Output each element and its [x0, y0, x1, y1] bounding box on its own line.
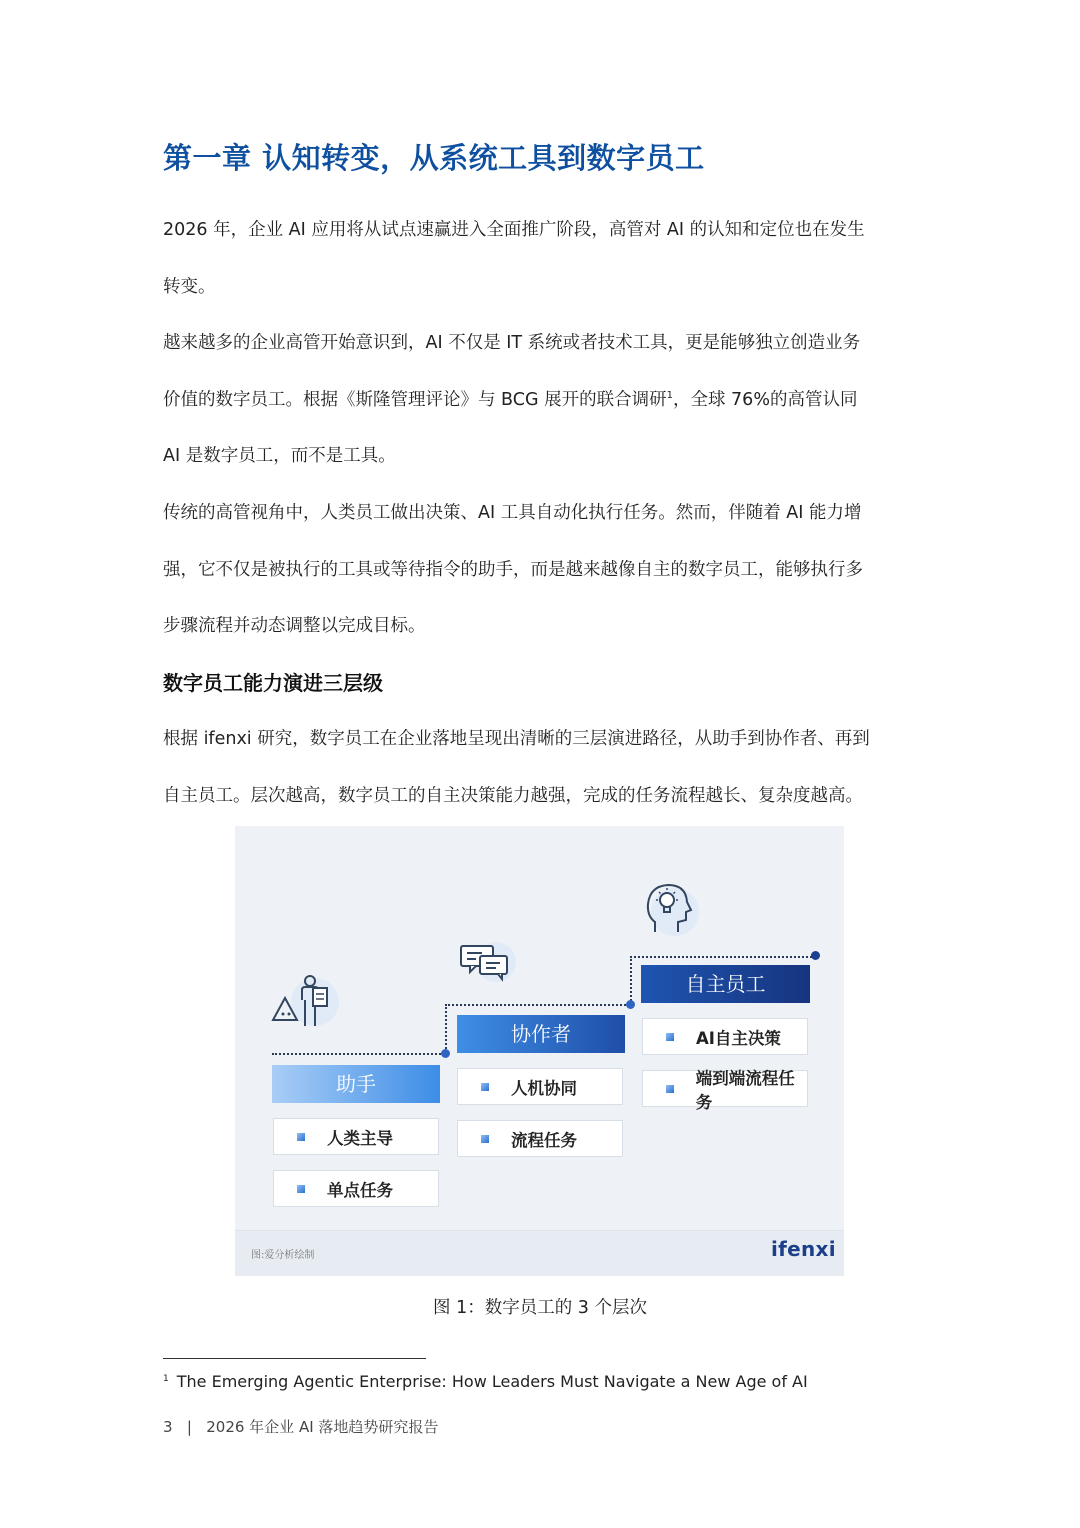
person-with-document-icon — [269, 970, 343, 1036]
level-item-label: 单点任务 — [327, 1180, 393, 1200]
figure-bottom-band — [235, 1230, 844, 1276]
step-node — [441, 1049, 450, 1058]
dotted-step-line — [630, 956, 816, 958]
square-bullet-icon — [666, 1033, 674, 1041]
level-item — [273, 1170, 439, 1207]
level-item-label: 人类主导 — [327, 1128, 393, 1148]
dotted-step-line — [630, 956, 632, 1004]
paragraph-line: 传统的高管视角中，人类员工做出决策、AI 工具自动化执行任务。然而，伴随着 AI 能力增 — [163, 502, 862, 523]
level-item — [457, 1120, 623, 1157]
report-title: 2026 年企业 AI 落地趋势研究报告 — [206, 1418, 439, 1436]
footer-separator: | — [186, 1418, 192, 1436]
figure-source: 图:爱分析绘制 — [251, 1250, 315, 1261]
footnote — [163, 1372, 808, 1391]
paragraph-line: AI 是数字员工，而不是工具。 — [163, 446, 396, 467]
footnote-text: The Emerging Agentic Enterprise: How Leaders Must Navigate a New Age of AI — [176, 1372, 808, 1391]
paragraph-line: 根据 ifenxi 研究，数字员工在企业落地呈现出清晰的三层演进路径，从助手到协作者、再到 — [163, 729, 870, 750]
level-item — [457, 1068, 623, 1105]
level-item-label: AI自主决策 — [696, 1028, 781, 1048]
level-item-label: 人机协同 — [511, 1078, 577, 1098]
level-item-label: 流程任务 — [511, 1130, 577, 1150]
page-number: 3 — [163, 1418, 173, 1436]
dotted-step-line — [272, 1053, 444, 1055]
figure-caption: 图 1：数字员工的 3 个层次 — [433, 1298, 647, 1318]
level-item — [642, 1068, 808, 1112]
footnote-divider — [163, 1358, 426, 1359]
paragraph-line: 越来越多的企业高管开始意识到，AI 不仅是 IT 系统或者技术工具，更是能够独立创造业务 — [163, 333, 861, 354]
level-item-label: 端到端流程任务 — [695, 1068, 795, 1112]
footnote-marker: 1 — [163, 1373, 169, 1384]
square-bullet-icon — [666, 1085, 674, 1093]
chat-bubbles-icon — [458, 940, 520, 986]
paragraph-text: ，全球 76%的高管认同 — [672, 389, 858, 410]
page-footer — [163, 1416, 438, 1437]
footnote-reference[interactable]: 1 — [666, 389, 673, 401]
paragraph-line: 2026 年，企业 AI 应用将从试点速赢进入全面推广阶段，高管对 AI 的认知和定位也在发生 — [163, 220, 865, 240]
paragraph-line: 转变。 — [163, 276, 216, 297]
level-autonomous-header: 自主员工 — [641, 965, 810, 1003]
square-bullet-icon — [297, 1185, 305, 1193]
level-item — [642, 1018, 808, 1055]
square-bullet-icon — [481, 1135, 489, 1143]
square-bullet-icon — [481, 1083, 489, 1091]
paragraph-line: 强，它不仅是被执行的工具或等待指令的助手，而是越来越像自主的数字员工，能够执行多 — [163, 559, 863, 580]
paragraph-line — [163, 372, 923, 429]
head-lightbulb-icon — [641, 878, 705, 940]
levels-figure — [235, 826, 844, 1275]
paragraph-line: 自主员工。层次越高，数字员工的自主决策能力越强，完成的任务流程越长、复杂度越高。 — [163, 785, 863, 806]
step-node — [811, 951, 820, 960]
ifenxi-logo: ifenxi — [771, 1237, 836, 1261]
paragraph-text: 价值的数字员工。根据《斯隆管理评论》与 BCG 展开的联合调研 — [163, 389, 667, 410]
square-bullet-icon — [297, 1133, 305, 1141]
section-heading: 数字员工能力演进三层级 — [163, 670, 383, 695]
level-item — [273, 1118, 439, 1155]
dotted-step-line — [445, 1004, 629, 1006]
body-text — [163, 202, 923, 825]
chapter-title: 第一章 认知转变，从系统工具到数字员工 — [163, 141, 705, 175]
level-collaborator-header: 协作者 — [457, 1015, 625, 1053]
dotted-step-line — [445, 1004, 447, 1052]
level-assistant-header: 助手 — [272, 1065, 440, 1103]
step-node — [626, 1000, 635, 1009]
paragraph-line: 步骤流程并动态调整以完成目标。 — [163, 616, 426, 637]
